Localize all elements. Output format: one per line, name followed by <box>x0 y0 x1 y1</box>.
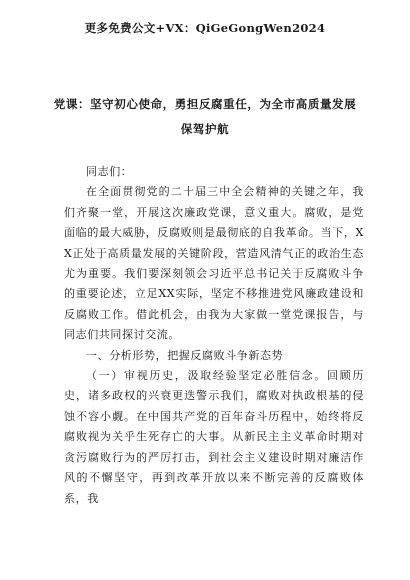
paragraph-intro: 在全面贯彻党的二十届三中全会精神的关键之年，我们齐聚一堂，开展这次廉政党课，意义重大。腐败，是党面临的最大威胁，反腐败则是最彻底的自我革命。当下，XX正处于高质量发展的关键阶段，营造风清气正的政治生态尤为重要。我们要深刻领会习近平总书记关于反腐败斗争的重要论述，立足XX实际，坚定不移推进党风廉政建设和反腐败工作。借此机会，由我为大家做一堂党课报告，与同志们共同探讨交流。 <box>64 185 364 342</box>
page-header: 更多免费公文+VX：QiGeGongWen2024 <box>84 21 326 35</box>
paragraph-history: （一）审视历史，汲取经验坚定必胜信念。回顾历史，诸多政权的兴衰更迭警示我们，腐败对执政根基的侵蚀不容小觑。在中国共产党的百年奋斗历程中，始终将反腐败视为关乎生死存亡的大事。从新民主主义革命时期对贪污腐败行为的严厉打击，到社会主义建设时期对廉洁作风的不懈坚守，再到改革开放以来不断完善的反腐败体系，我 <box>64 369 364 505</box>
document-title-line-2: 保驾护航 <box>180 122 230 136</box>
section-heading-1: 一、分析形势，把握反腐败斗争新态势 <box>86 348 284 362</box>
document-title-line-1: 党课：坚守初心使命，勇担反腐重任，为全市高质量发展 <box>53 97 357 111</box>
salutation: 同志们： <box>86 165 133 178</box>
document-body <box>64 162 364 509</box>
